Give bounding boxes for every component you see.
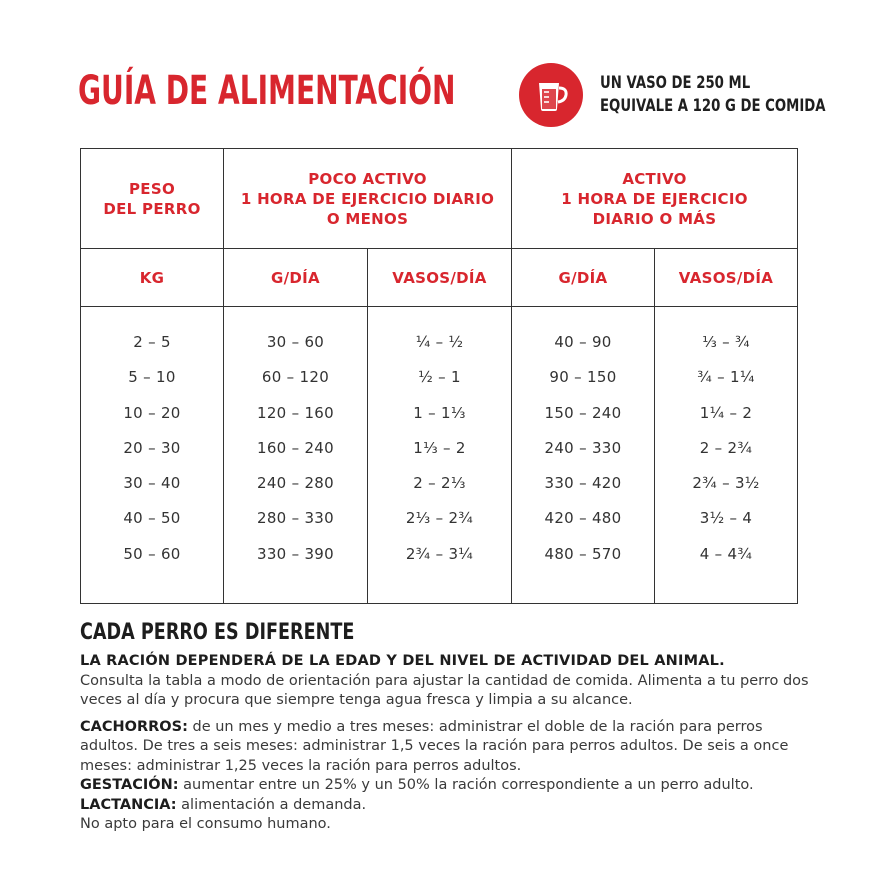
activo-header bbox=[512, 149, 798, 249]
table-cell: 240 – 280 bbox=[257, 474, 334, 493]
table-cell: 240 – 330 bbox=[544, 438, 622, 457]
poco-g-column bbox=[224, 307, 368, 604]
activo-line: 1 HORA DE EJERCICIO bbox=[561, 189, 748, 208]
table-cell: 60 – 120 bbox=[261, 368, 330, 387]
gestacion-paragraph bbox=[80, 776, 820, 796]
section-body bbox=[80, 652, 820, 835]
cachorros-label: CACHORROS: bbox=[80, 718, 188, 735]
peso-header bbox=[81, 149, 224, 249]
cachorros-paragraph bbox=[80, 718, 820, 777]
kg-subheader: KG bbox=[81, 249, 224, 307]
table-cell: 40 – 50 bbox=[123, 509, 181, 528]
activo-g-column bbox=[512, 307, 655, 604]
table-cell: 1 – 1⅓ bbox=[413, 403, 466, 422]
table-cell: 50 – 60 bbox=[123, 544, 181, 563]
poco-activo-line: O MENOS bbox=[326, 209, 409, 228]
poco-activo-header bbox=[224, 149, 512, 249]
table-subheader-row bbox=[81, 249, 798, 307]
table-cell: 2 – 2⅓ bbox=[413, 474, 466, 493]
table-cell: 10 – 20 bbox=[123, 403, 181, 422]
table-body-row bbox=[81, 307, 798, 604]
table-cell: 1⅓ – 2 bbox=[413, 438, 466, 457]
gestacion-label: GESTACIÓN: bbox=[80, 777, 179, 793]
section-lead: LA RACIÓN DEPENDERÁ DE LA EDAD Y DEL NIVEL DE ACTIVIDAD DEL ANIMAL. bbox=[80, 653, 725, 669]
activo-vasos-subheader: VASOS/DÍA bbox=[655, 249, 798, 307]
section-title: CADA PERRO ES DIFERENTE bbox=[80, 620, 355, 645]
cup-equivalence bbox=[600, 72, 826, 118]
table-cell: 120 – 160 bbox=[257, 403, 334, 422]
poco-vasos-subheader: VASOS/DÍA bbox=[368, 249, 512, 307]
feeding-table bbox=[80, 148, 798, 604]
peso-header-line: DEL PERRO bbox=[103, 199, 201, 218]
table-cell: 2¾ – 3¼ bbox=[405, 544, 474, 563]
table-cell: 150 – 240 bbox=[544, 403, 622, 422]
lactancia-label: LACTANCIA: bbox=[80, 796, 177, 813]
peso-header-line: PESO bbox=[129, 179, 175, 198]
table-header-row bbox=[81, 149, 798, 249]
table-cell: 20 – 30 bbox=[123, 438, 181, 457]
disclaimer: No apto para el consumo humano. bbox=[80, 816, 331, 832]
table-cell: 2 – 2¾ bbox=[699, 438, 753, 457]
table-cell: 420 – 480 bbox=[544, 509, 622, 528]
table-cell: 280 – 330 bbox=[257, 509, 334, 528]
gestacion-text: aumentar entre un 25% y un 50% la ración correspondiente a un perro adulto. bbox=[178, 777, 754, 793]
lactancia-paragraph bbox=[80, 796, 820, 816]
table-cell: 30 – 40 bbox=[123, 474, 181, 493]
activo-g-subheader: G/DÍA bbox=[512, 249, 655, 307]
activo-line: DIARIO O MÁS bbox=[592, 209, 717, 228]
kg-column bbox=[81, 307, 224, 604]
table-cell: 160 – 240 bbox=[257, 438, 334, 457]
table-cell: 480 – 570 bbox=[544, 544, 622, 563]
poco-activo-line: 1 HORA DE EJERCICIO DIARIO bbox=[240, 189, 495, 208]
table-cell: 40 – 90 bbox=[554, 333, 612, 351]
table-cell: 330 – 420 bbox=[544, 474, 622, 493]
table-cell: 3½ – 4 bbox=[699, 509, 753, 528]
activo-vasos-column bbox=[655, 307, 798, 604]
table-cell: ½ – 1 bbox=[418, 368, 461, 387]
poco-vasos-column bbox=[368, 307, 512, 604]
equivalence-line-2: EQUIVALE A 120 G DE COMIDA bbox=[600, 96, 826, 116]
table-cell: 90 – 150 bbox=[549, 368, 617, 387]
table-cell: 5 – 10 bbox=[128, 368, 176, 387]
equivalence-line-1: UN VASO DE 250 ML bbox=[600, 73, 751, 93]
lactancia-text: alimentación a demanda. bbox=[176, 796, 367, 813]
table-cell: 2¾ – 3½ bbox=[692, 474, 760, 493]
poco-activo-line: POCO ACTIVO bbox=[308, 169, 427, 188]
poco-g-subheader: G/DÍA bbox=[224, 249, 368, 307]
measuring-cup-icon bbox=[519, 63, 583, 127]
table-cell: 4 – 4¾ bbox=[699, 544, 753, 563]
table-cell: 2 – 5 bbox=[133, 333, 171, 351]
section-intro: Consulta la tabla a modo de orientación para ajustar la cantidad de comida. Alimenta a tu perro dos veces al día y procura que siempre tenga agua fresca y limpia a su alcance. bbox=[80, 672, 809, 708]
activo-line: ACTIVO bbox=[622, 169, 687, 188]
table-cell: 1¼ – 2 bbox=[699, 403, 753, 422]
table-cell: 30 – 60 bbox=[266, 333, 325, 351]
table-cell: ⅓ – ¾ bbox=[702, 333, 750, 351]
page-title: GUÍA DE ALIMENTACIÓN bbox=[78, 68, 456, 114]
table-cell: ¾ – 1¼ bbox=[697, 368, 755, 387]
cachorros-text: de un mes y medio a tres meses: administrar el doble de la ración para perros adultos. De tres a seis meses: administrar 1,5 veces la ración para perros adultos. De seis a once meses: administrar 1,25 veces la ración para perros adultos. bbox=[80, 718, 789, 774]
table-cell: 2⅓ – 2¾ bbox=[405, 509, 474, 528]
table-cell: 330 – 390 bbox=[257, 544, 334, 563]
table-cell: ¼ – ½ bbox=[415, 333, 464, 351]
